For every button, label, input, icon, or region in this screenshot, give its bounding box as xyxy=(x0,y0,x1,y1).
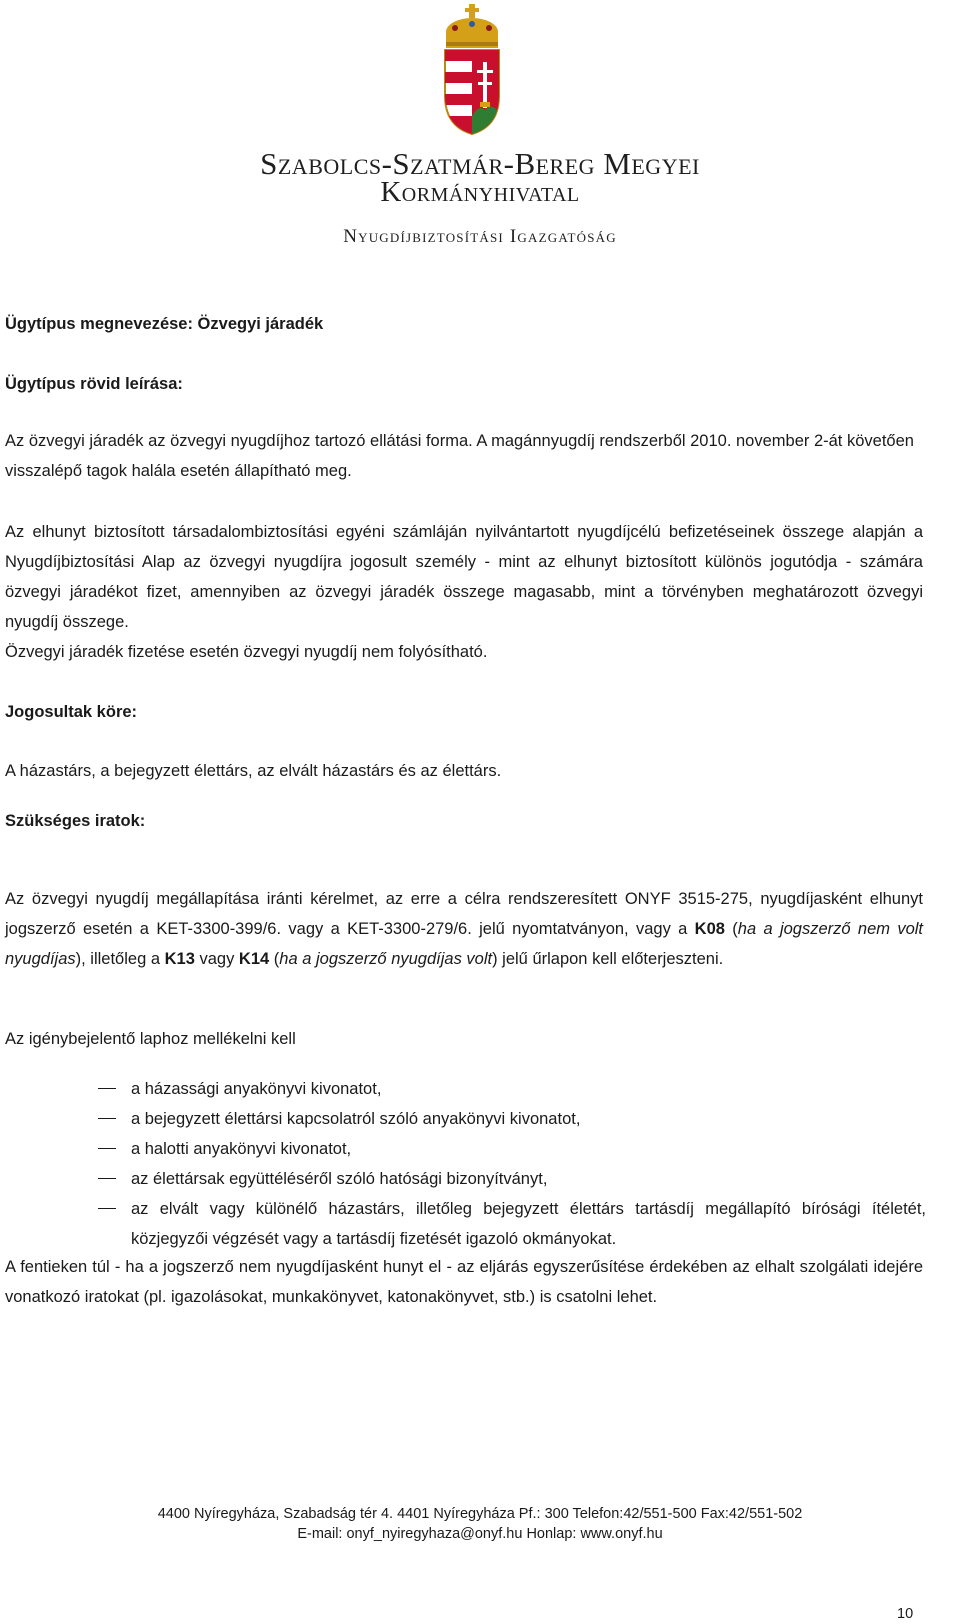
paragraph-restriction: Özvegyi járadék fizetése esetén özvegyi nyugdíj nem folyósítható. xyxy=(5,643,488,661)
docs-heading: Szükséges iratok: xyxy=(5,812,146,830)
closing-paragraph: A fentieken túl - ha a jogszerző nem nyugdíjasként hunyt el - az eljárás egyszerűsítése érdekében az elhalt szolgálati idejére vonatkozó iratokat (pl. igazolásokat, munkakönyvet, katonakönyvet, stb.) is csatolni lehet. xyxy=(5,1258,923,1306)
form-code-k08: K08 xyxy=(694,920,725,938)
org-name-line2: Kormányhivatal xyxy=(380,176,580,208)
eligible-text: A házastárs, a bejegyzett élettárs, az elvált házastárs és az élettárs. xyxy=(5,762,502,780)
short-desc-heading: Ügytípus rövid leírása: xyxy=(5,375,183,393)
footer-contact: E-mail: onyf_nyiregyhaza@onyf.hu Honlap: www.onyf.hu xyxy=(297,1526,663,1542)
org-department: Nyugdíjbiztosítási Igazgatóság xyxy=(343,226,617,247)
paragraph-intro: Az özvegyi járadék az özvegyi nyugdíjhoz tartozó ellátási forma. A magánnyugdíj rendszerből 2010. november 2-át követően visszalépő tagok halála esetén állapítható meg. xyxy=(5,432,914,480)
list-item: az elvált vagy különélő házastárs, illetőleg bejegyzett élettárs tartásdíj megállapító bírósági ítéletét, közjegyzői végzését vagy a tartásdíj fizetését igazoló okmányokat. xyxy=(98,1194,926,1254)
list-item: a halotti anyakönyvi kivonatot, xyxy=(98,1134,926,1164)
list-item: a házassági anyakönyvi kivonatot, xyxy=(98,1074,926,1104)
form-code-k13: K13 xyxy=(164,950,195,968)
attachment-list xyxy=(98,1074,926,1254)
footer-address: 4400 Nyíregyháza, Szabadság tér 4. 4401 Nyíregyháza Pf.: 300 Telefon:42/551-500 Fax:42/551-502 xyxy=(157,1506,803,1522)
form-code-k14: K14 xyxy=(238,950,270,968)
hungarian-coat-of-arms-icon xyxy=(441,4,503,136)
page-number: 10 xyxy=(897,1606,914,1622)
dash-bullet-icon xyxy=(98,1178,116,1179)
attach-intro: Az igénybejelentő laphoz mellékelni kell xyxy=(5,1030,296,1048)
dash-bullet-icon xyxy=(98,1148,116,1149)
org-name-line1: Szabolcs-Szatmár-Bereg Megyei xyxy=(260,146,700,181)
list-item: az élettársak együttéléséről szóló hatósági bizonyítványt, xyxy=(98,1164,926,1194)
document-title: Ügytípus megnevezése: Özvegyi járadék xyxy=(5,315,324,333)
list-item: a bejegyzett élettársi kapcsolatról szóló anyakönyvi kivonatot, xyxy=(98,1104,926,1134)
eligible-heading: Jogosultak köre: xyxy=(5,703,138,721)
dash-bullet-icon xyxy=(98,1118,116,1119)
docs-paragraph: Az özvegyi nyugdíj megállapítása iránti kérelmet, az erre a célra rendszeresített ONYF 3515-275, nyugdíjasként elhunyt jogszerző esetén a KET-3300-399/6. vagy a KET-3300-279/6. jelű nyomtatványon, vagy a K08 (ha a jogszerző nem volt nyugdíjas), illetőleg a K13 vagy K14 (ha a jogszerző nyugdíjas volt) jelű űrlapon kell előterjeszteni. xyxy=(5,890,923,968)
dash-bullet-icon xyxy=(98,1088,116,1089)
dash-bullet-icon xyxy=(98,1208,116,1209)
paragraph-detail: Az elhunyt biztosított társadalombiztosítási egyéni számláján nyilvántartott nyugdíjcélú befizetéseinek összege alapján a Nyugdíjbiztosítási Alap az özvegyi nyugdíjra jogosult személy - mint az elhunyt biztosított különös jogutódja - számára özvegyi járadékot fizet, amennyiben az özvegyi járadék összege magasabb, mint a törvényben meghatározott özvegyi nyugdíj összege. xyxy=(5,523,923,631)
